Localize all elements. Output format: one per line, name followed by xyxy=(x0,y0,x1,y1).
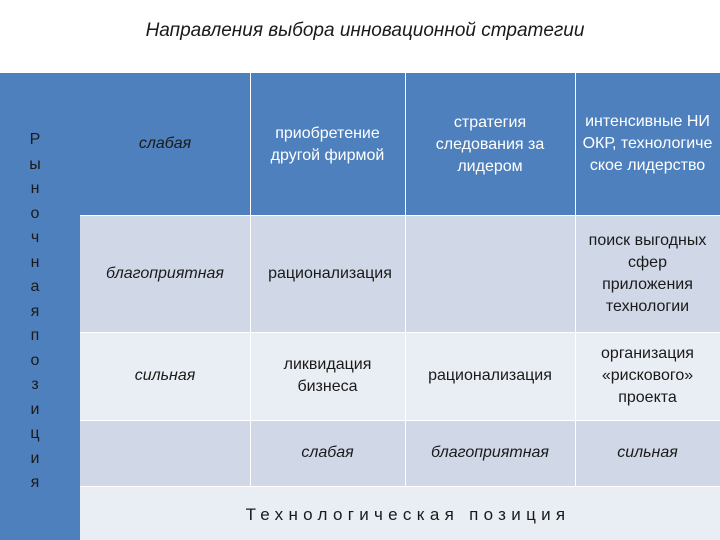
cell-weak-favorable-text: стратегия следования за лидером xyxy=(435,114,545,175)
grid-line xyxy=(250,73,251,486)
slide-title: Направления выбора инновационной стратегии xyxy=(145,20,585,41)
column-label-favorable: благоприятная xyxy=(431,444,549,461)
market-position-axis-letter: з xyxy=(31,376,39,393)
grid-line xyxy=(80,420,720,421)
market-position-axis-letter: о xyxy=(30,204,40,222)
grid-line xyxy=(405,73,406,486)
cell-weak-mid-text: приобретение другой фирмой xyxy=(270,125,385,164)
market-position-axis-letter: и xyxy=(30,449,40,467)
grid-line xyxy=(80,332,720,333)
market-position-axis-letter: н xyxy=(30,180,40,197)
market-position-axis-letter: я xyxy=(30,302,40,320)
market-position-axis-letter: о xyxy=(30,351,40,369)
market-position-axis-letter: я xyxy=(30,474,40,491)
market-position-axis-letter: ы xyxy=(29,155,41,173)
cell-weak-strong-text: интенсивные НИОКР, технологическое лидерство xyxy=(582,113,713,174)
cell-favorable-mid: рационализация xyxy=(268,264,392,282)
cell-weak-favorable xyxy=(405,73,575,215)
market-position-axis-letter: Р xyxy=(29,131,41,148)
market-position-axis-label xyxy=(22,128,48,496)
market-position-axis-letter: ч xyxy=(30,229,40,246)
row-label-weak: слабая xyxy=(138,135,192,152)
market-position-axis-letter: п xyxy=(30,327,40,344)
column-label-weak: слабая xyxy=(301,444,354,461)
cell-weak-mid xyxy=(250,73,405,215)
market-position-axis-letter: и xyxy=(30,400,40,418)
column-label-strong: сильная xyxy=(617,444,678,461)
cell-strong-mid: ликвидация бизнеса xyxy=(283,356,372,395)
cell-strong-strong: организация «рискового» проекта xyxy=(601,345,694,406)
technology-position-axis-label: Технологическая позиция xyxy=(245,505,571,524)
row-label-strong: сильная xyxy=(134,367,196,384)
market-position-axis-letter: н xyxy=(30,253,40,271)
grid-line xyxy=(80,215,720,216)
row-label-favorable: благоприятная xyxy=(106,264,224,282)
grid-line xyxy=(575,73,576,486)
cell-favorable-strong: поиск выгодных сфер приложения технологии xyxy=(588,231,707,315)
cell-strong-favorable: рационализация xyxy=(428,367,552,384)
market-position-axis-letter: ц xyxy=(30,425,40,442)
grid-line xyxy=(80,486,720,487)
market-position-axis-letter: а xyxy=(30,278,40,295)
cell-weak-strong xyxy=(575,73,720,215)
